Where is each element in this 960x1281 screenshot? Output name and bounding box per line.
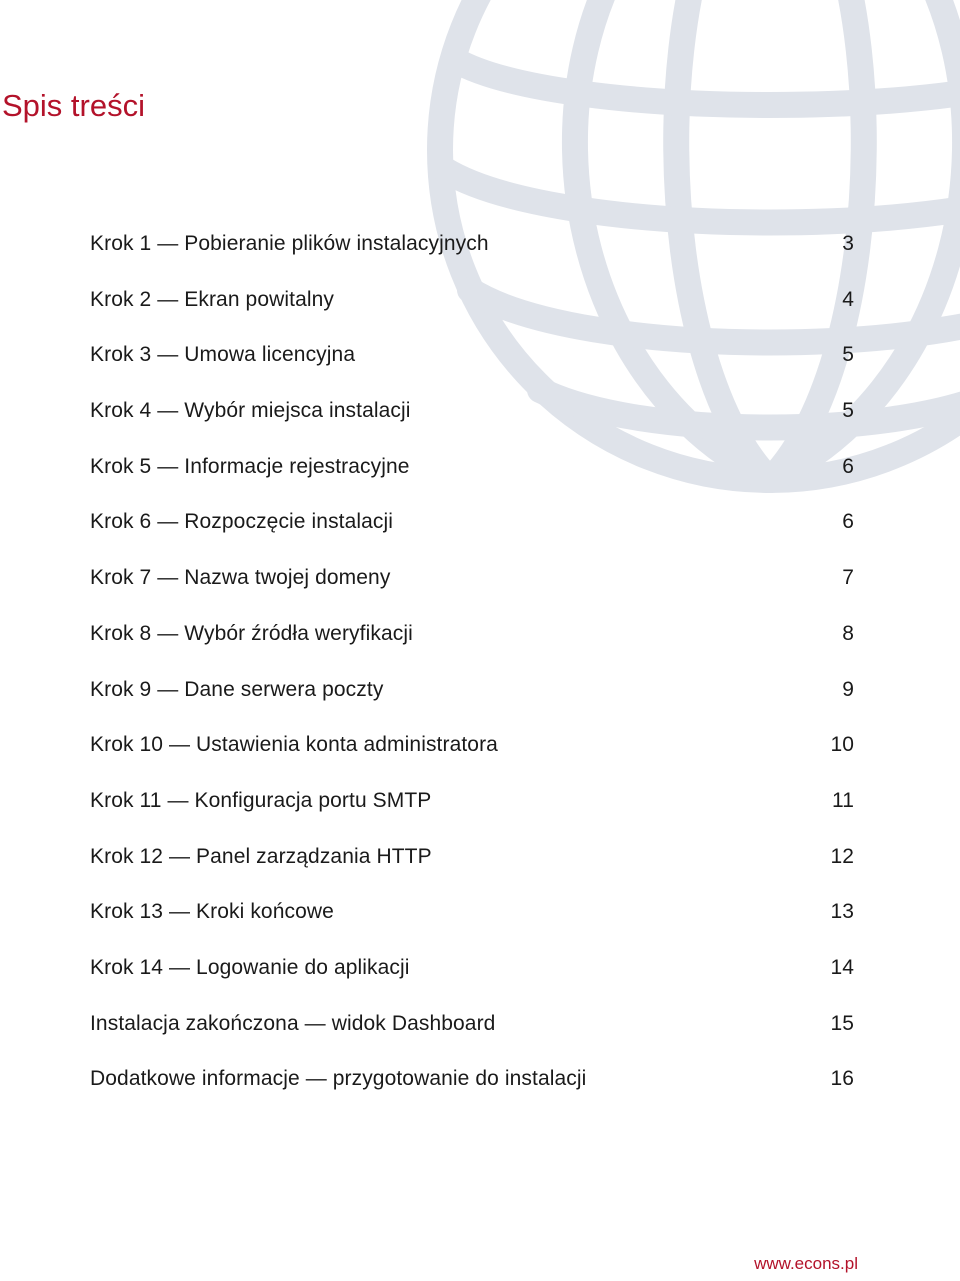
- toc-entry-label: Krok 3 — Umowa licencyjna: [90, 343, 356, 367]
- toc-entry-label: Krok 5 — Informacje rejestracyjne: [90, 454, 410, 478]
- toc-entry-label: Instalacja zakończona — widok Dashboard: [90, 1011, 496, 1035]
- toc-entry-page: 4: [842, 287, 854, 311]
- toc-entry-page: 8: [842, 621, 854, 645]
- toc-entry-page: 12: [830, 844, 854, 868]
- toc-entry-page: 6: [842, 510, 854, 534]
- toc-entry-page: 11: [832, 788, 854, 812]
- toc-entry[interactable]: [90, 731, 854, 787]
- toc-entry-label: Dodatkowe informacje — przygotowanie do instalacji: [90, 1067, 587, 1091]
- toc-entry-label: Krok 1 — Pobieranie plików instalacyjnych: [90, 232, 489, 255]
- toc-entry[interactable]: [90, 286, 854, 342]
- table-of-contents: [90, 230, 854, 1121]
- toc-entry-label: Krok 13 — Kroki końcowe: [90, 900, 334, 924]
- toc-entry[interactable]: [90, 1010, 854, 1066]
- toc-entry[interactable]: [90, 676, 854, 732]
- page-title: Spis treści: [2, 88, 145, 123]
- footer-website-link[interactable]: www.econs.pl: [754, 1254, 858, 1273]
- toc-entry[interactable]: [90, 341, 854, 397]
- toc-entry-label: Krok 9 — Dane serwera poczty: [90, 677, 384, 701]
- toc-entry-page: 10: [830, 733, 854, 757]
- toc-entry-page: 16: [830, 1067, 854, 1091]
- toc-entry-page: 13: [830, 900, 854, 924]
- toc-entry-label: Krok 7 — Nazwa twojej domeny: [90, 566, 391, 590]
- toc-entry-page: 6: [842, 454, 854, 478]
- toc-entry-label: Krok 2 — Ekran powitalny: [90, 287, 335, 311]
- toc-entry[interactable]: [90, 843, 854, 899]
- toc-entry-label: Krok 4 — Wybór miejsca instalacji: [90, 399, 411, 423]
- toc-entry[interactable]: [90, 453, 854, 509]
- toc-entry-page: 5: [842, 343, 854, 367]
- toc-entry[interactable]: [90, 898, 854, 954]
- toc-entry[interactable]: [90, 620, 854, 676]
- toc-entry-label: Krok 6 — Rozpoczęcie instalacji: [90, 510, 394, 534]
- toc-entry[interactable]: [90, 230, 854, 286]
- toc-entry-page: 5: [842, 399, 854, 423]
- toc-entry-label: Krok 10 — Ustawienia konta administratora: [90, 733, 498, 757]
- toc-entry-label: Krok 12 — Panel zarządzania HTTP: [90, 844, 432, 868]
- toc-entry-page: 3: [842, 232, 854, 255]
- toc-entry[interactable]: [90, 564, 854, 620]
- toc-entry[interactable]: [90, 787, 854, 843]
- toc-entry-page: 15: [830, 1011, 854, 1035]
- toc-entry[interactable]: [90, 397, 854, 453]
- toc-entry[interactable]: [90, 954, 854, 1010]
- toc-entry-page: 7: [842, 566, 854, 590]
- toc-entry-page: 9: [842, 677, 854, 701]
- toc-entry-label: Krok 8 — Wybór źródła weryfikacji: [90, 621, 413, 645]
- toc-entry-label: Krok 14 — Logowanie do aplikacji: [90, 955, 410, 979]
- toc-entry-page: 14: [830, 955, 854, 979]
- toc-entry[interactable]: [90, 508, 854, 564]
- toc-entry-label: Krok 11 — Konfiguracja portu SMTP: [90, 788, 432, 812]
- toc-entry[interactable]: [90, 1065, 854, 1121]
